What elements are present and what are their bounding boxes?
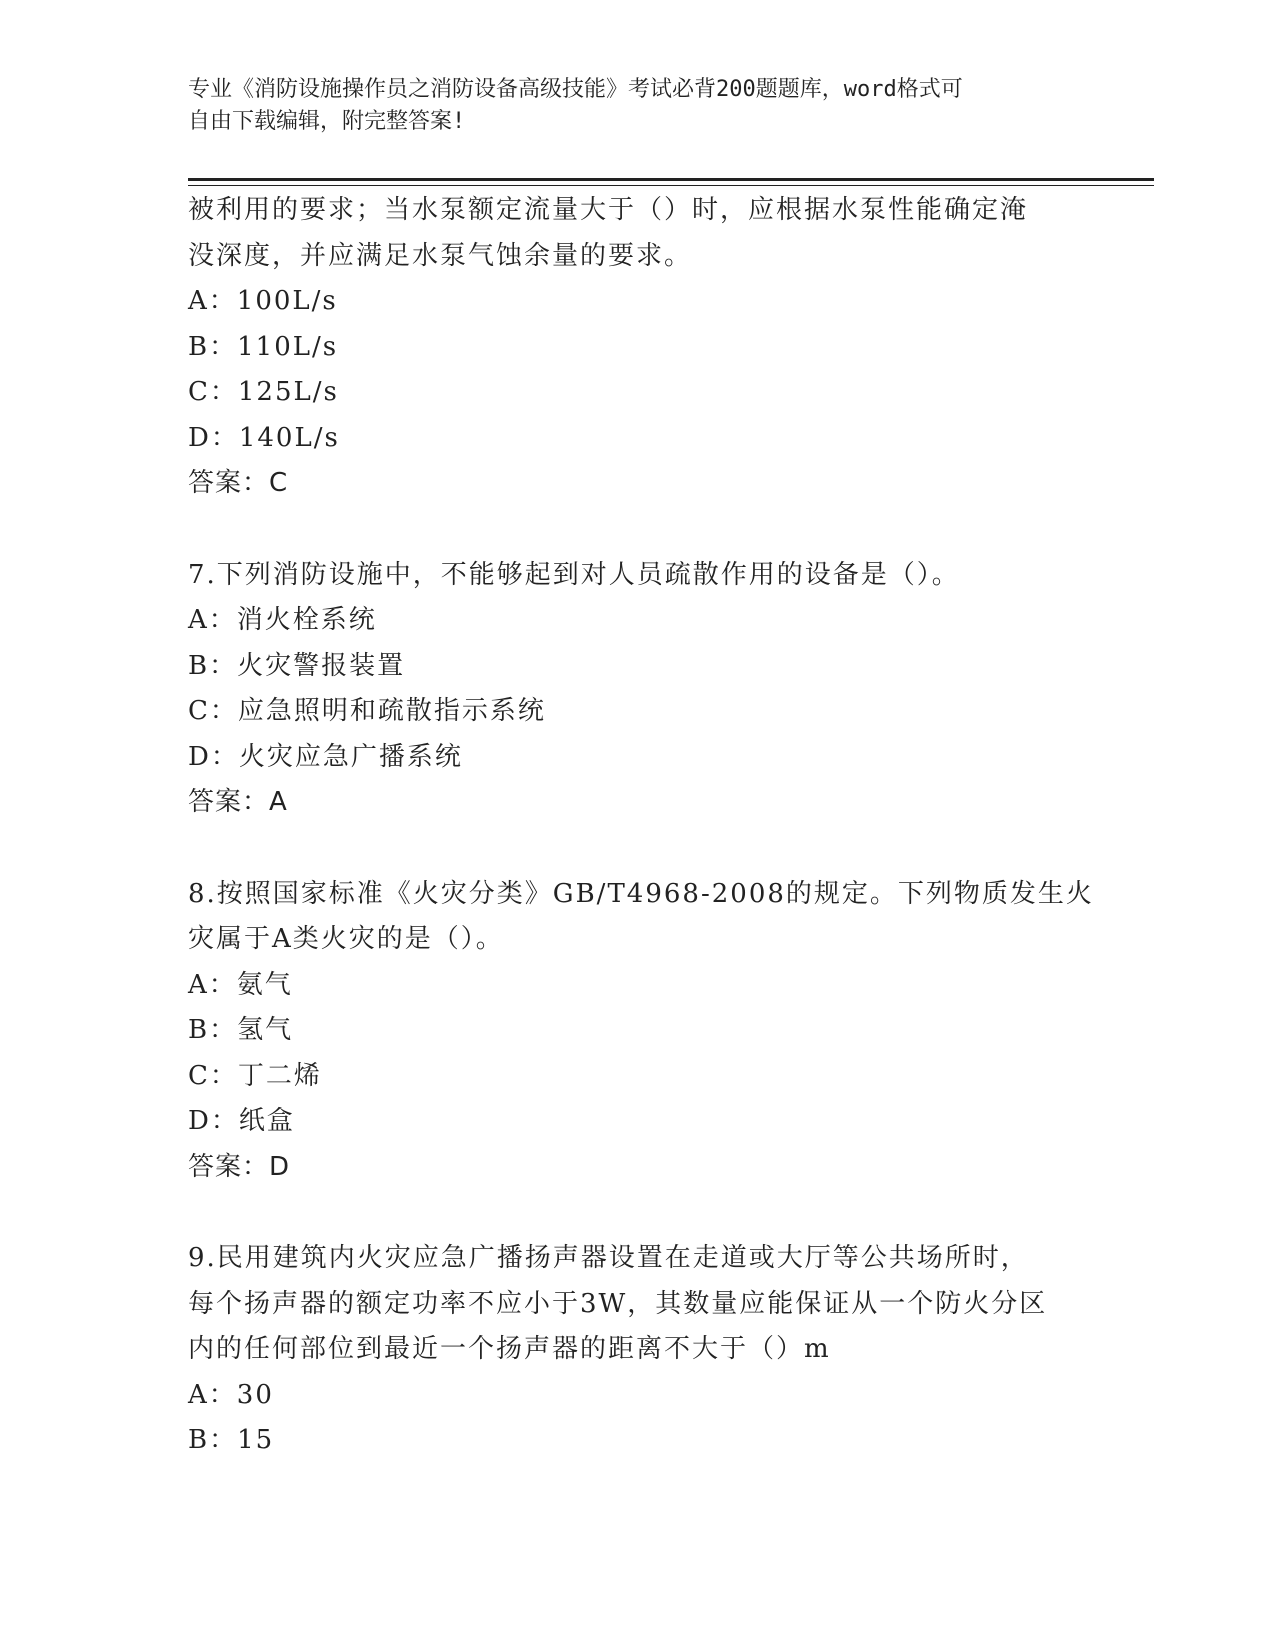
option-b: B：火灾警报装置 <box>188 650 406 681</box>
option-c: C：丁二烯 <box>188 1060 322 1091</box>
spacer <box>188 507 1088 553</box>
option-b: B：110L/s <box>188 331 339 362</box>
question-stem-line: 被利用的要求；当水泵额定流量大于（）时，应根据水泵性能确定淹 <box>188 195 1029 225</box>
option-b: B：氢气 <box>188 1015 294 1045</box>
header-divider-thin <box>188 185 1154 186</box>
question-8 <box>188 872 1094 1191</box>
option-d: D：140L/s <box>188 422 340 453</box>
header-title-line-1: 专业《消防设施操作员之消防设备高级技能》考试必背200题题库，word格式可 <box>188 77 963 102</box>
question-stem-line: 每个扬声器的额定功率不应小于3W，其数量应能保证从一个防火分区 <box>188 1288 1048 1319</box>
spacer <box>188 826 1088 872</box>
answer-line: 答案：D <box>188 1151 291 1182</box>
question-9 <box>188 1236 1088 1464</box>
option-c: C：125L/s <box>188 377 339 407</box>
option-d: D：火灾应急广播系统 <box>188 741 463 772</box>
question-stem-line: 9.民用建筑内火灾应急广播扬声器设置在走道或大厅等公共场所时， <box>188 1243 1029 1273</box>
option-a: A：消火栓系统 <box>188 605 377 635</box>
document-header <box>188 74 1088 138</box>
spacer <box>188 1190 1088 1236</box>
answer-line: 答案：A <box>188 787 288 817</box>
question-stem-line: 灾属于A类火灾的是（）。 <box>188 924 504 954</box>
option-d: D：纸盒 <box>188 1106 295 1136</box>
option-a: A：30 <box>188 1379 274 1410</box>
question-stem-line: 8.按照国家标准《火灾分类》GB/T4968-2008的规定。下列物质发生火 <box>188 878 1094 909</box>
question-stem-line: 内的任何部位到最近一个扬声器的距离不大于（）m <box>188 1334 831 1364</box>
question-stem-line: 7.下列消防设施中，不能够起到对人员疏散作用的设备是（）。 <box>188 559 960 590</box>
question-7 <box>188 553 1088 826</box>
question-stem-line: 没深度，并应满足水泵气蚀余量的要求。 <box>188 240 693 271</box>
option-a: A：100L/s <box>188 286 338 316</box>
answer-line: 答案：C <box>188 468 289 498</box>
question-6 <box>188 188 1088 507</box>
header-divider-thick <box>188 178 1154 181</box>
option-c: C：应急照明和疏散指示系统 <box>188 696 546 726</box>
option-a: A：氨气 <box>188 969 293 1000</box>
header-title-line-2: 自由下载编辑，附完整答案! <box>188 109 466 134</box>
question-list <box>188 188 1094 1464</box>
option-b: B：15 <box>188 1425 275 1455</box>
